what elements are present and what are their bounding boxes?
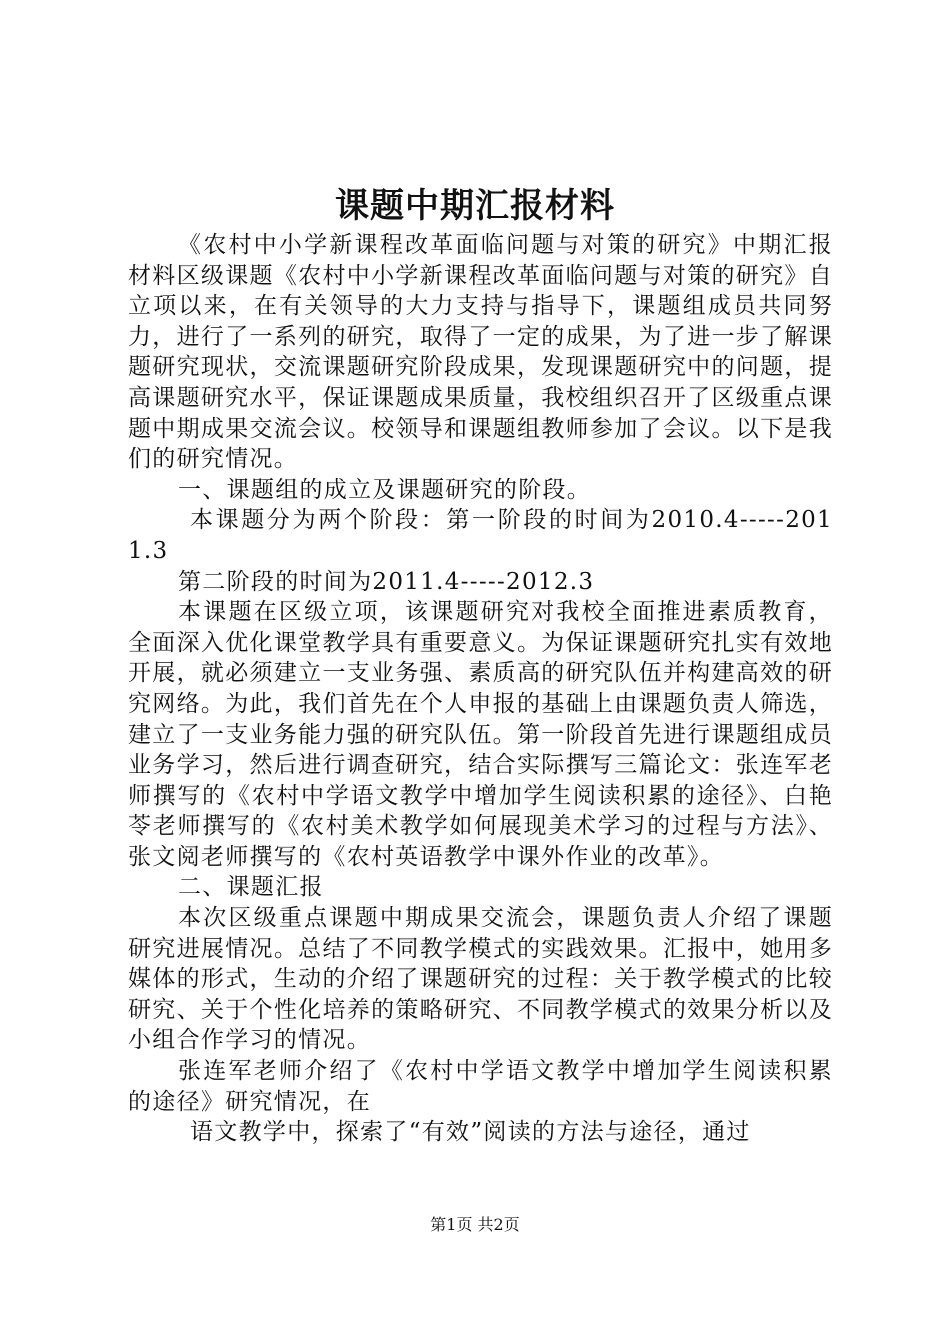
zhang-paragraph: 张连军老师介绍了《农村中学语文教学中增加学生阅读积累的途径》研究情况，在: [128, 1058, 833, 1115]
intro-paragraph: 《农村中小学新课程改革面临问题与对策的研究》中期汇报材料区级课题《农村中小学新课程改革面临问题与对策的研究》自立项以来，在有关领导的大力支持与指导下，课题组成员共同努力，进行了一系列的研究，取得了一定的成果，为了进一步了解课题研究现状，交流课题研究阶段成果，发现课题研究中的问题，提高课题研究水平，保证课题成果质量，我校组织召开了区级重点课题中期成果交流会议。校领导和课题组教师参加了会议。以下是我们的研究情况。: [128, 232, 833, 473]
report-paragraph: 本次区级重点课题中期成果交流会，课题负责人介绍了课题研究进展情况。总结了不同教学模式的实践效果。汇报中，她用多媒体的形式，生动的介绍了课题研究的过程：关于教学模式的比较研究、关于个性化培养的策略研究、不同教学模式的效果分析以及小组合作学习的情况。: [128, 905, 833, 1054]
reading-paragraph: 语文教学中，探索了“有效”阅读的方法与途径，通过: [190, 1119, 751, 1146]
section-heading-2: 二、课题汇报: [178, 874, 324, 901]
section-heading-1: 一、课题组的成立及课题研究的阶段。: [178, 476, 592, 503]
document-title: 课题中期汇报材料: [335, 186, 615, 226]
team-paragraph: 本课题在区级立项，该课题研究对我校全面推进素质教育，全面深入优化课堂教学具有重要意义。为保证课题研究扎实有效地开展，就必须建立一支业务强、素质高的研究队伍并构建高效的研究网络。为此，我们首先在个人申报的基础上由课题负责人筛选，建立了一支业务能力强的研究队伍。第一阶段首先进行课题组成员业务学习，然后进行调查研究，结合实际撰写三篇论文：张连军老师撰写的《农村中学语文教学中增加学生阅读积累的途径》、白艳苓老师撰写的《农村美术教学如何展现美术学习的过程与方法》、张文阅老师撰写的《农村英语教学中课外作业的改革》。: [128, 599, 833, 870]
stage-one-paragraph: 本课题分为两个阶段：第一阶段的时间为2010.4-----2011.3: [128, 507, 833, 564]
stage-two-paragraph: 第二阶段的时间为2011.4-----2012.3: [178, 568, 595, 595]
page-number-footer: 第1页 共2页: [430, 1215, 520, 1234]
document-body: [128, 230, 833, 1148]
